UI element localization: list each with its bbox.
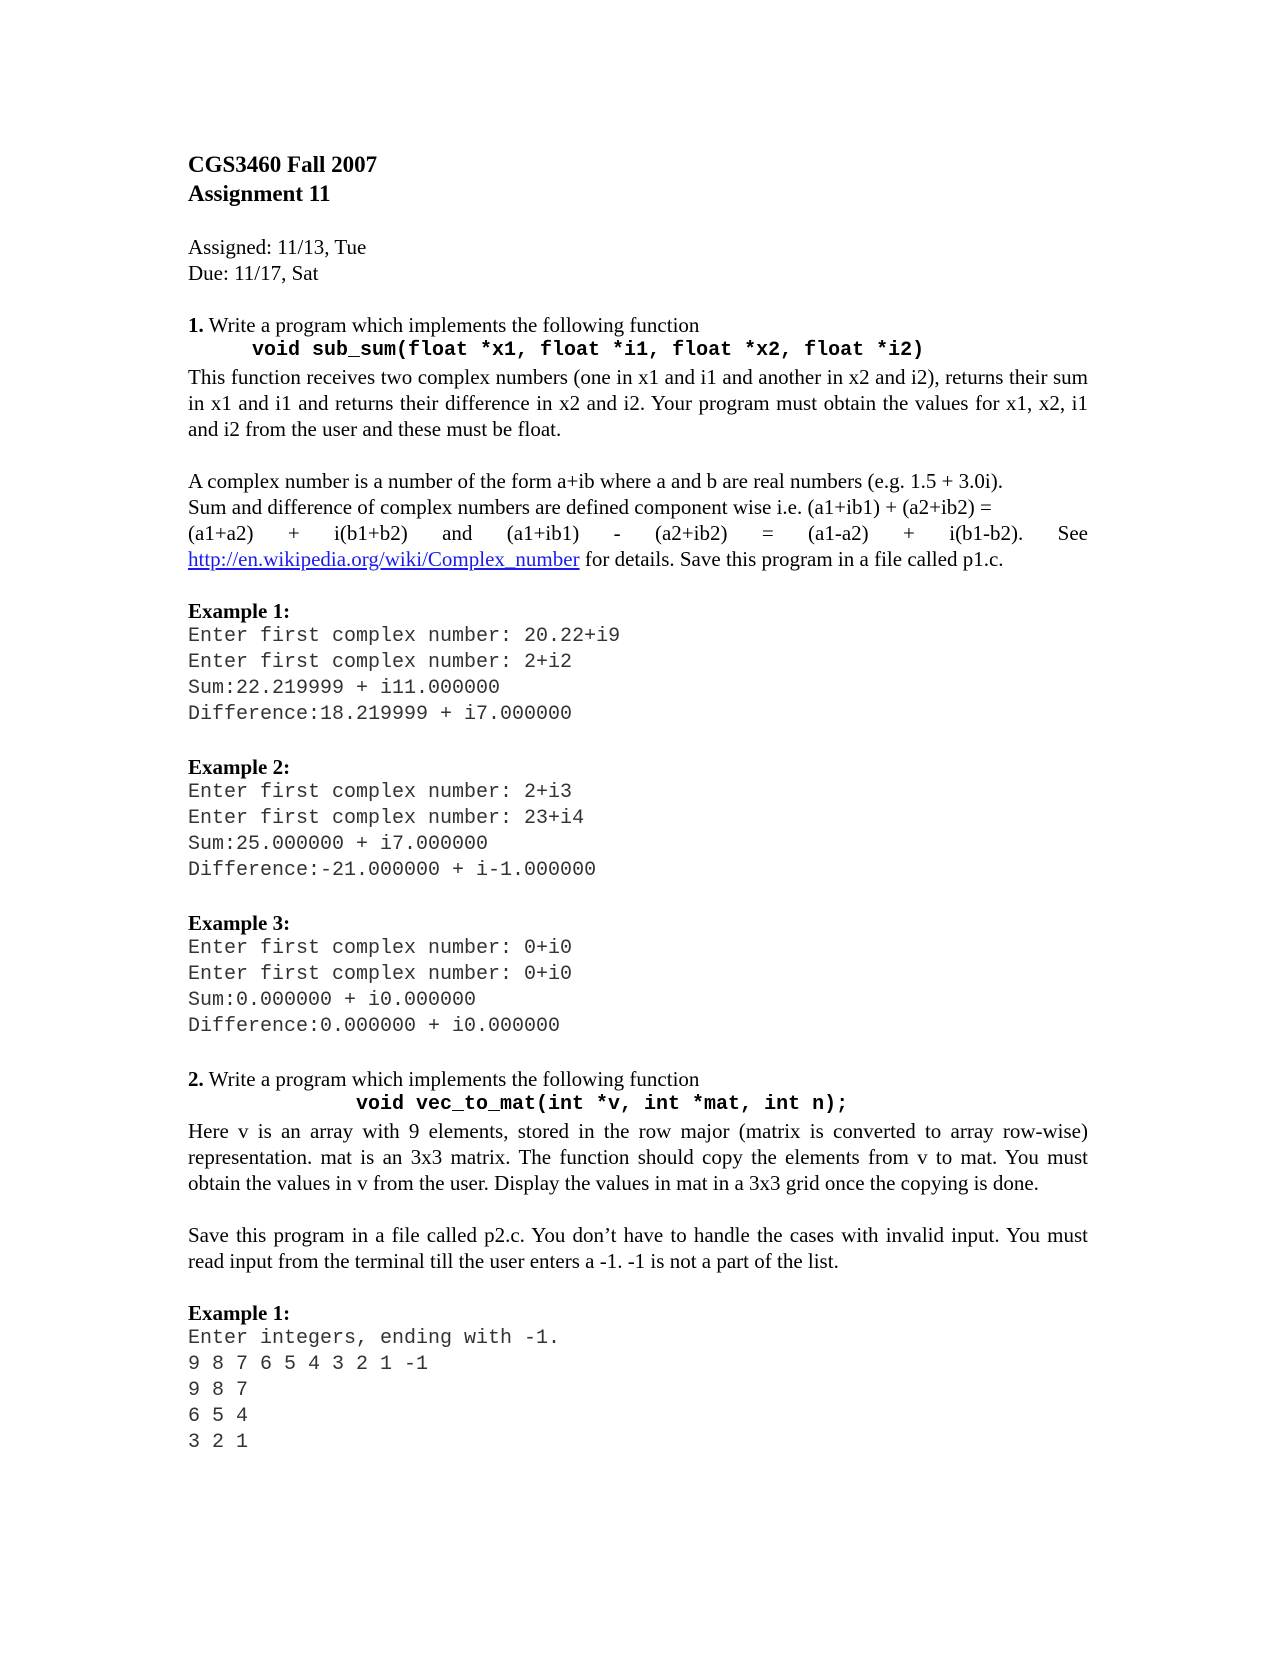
example-output-line: Enter first complex number: 23+i4 bbox=[188, 807, 585, 830]
example-output-line: 3 2 1 bbox=[188, 1431, 249, 1454]
eq-part: (a1+a2) bbox=[188, 521, 254, 545]
eq-part: + bbox=[903, 521, 915, 545]
q2-example-1-title: Example 1: bbox=[188, 1301, 291, 1325]
example-output-line: Difference:18.219999 + i7.000000 bbox=[188, 703, 573, 726]
eq-part: (a1-a2) bbox=[808, 521, 869, 545]
eq-part: + bbox=[287, 521, 300, 545]
due-date: Due: 11/17, Sat bbox=[188, 261, 319, 285]
after-link-text: for details. Save this program in a file called p1.c. bbox=[579, 547, 1004, 571]
q1-example-2-title: Example 2: bbox=[188, 755, 291, 779]
q1-description: This function receives two complex numbers (one in x1 and i1 and another in x2 and i2), returns their sum in x1 and i1 and returns their difference in x2 and i2. Your program must obtain the values for x1, x2, i1 and i2 from the user and these must be float. bbox=[188, 365, 1088, 441]
q1-example-3-title: Example 3: bbox=[188, 911, 291, 935]
q1-number: 1. bbox=[188, 313, 204, 337]
q2-description: Here v is an array with 9 elements, stored in the row major (matrix is converted to array row-wise) representation. mat is an 3x3 matrix. The function should copy the elements from v to mat. You must obtain the values in v from the user. Display the values in mat in a 3x3 grid once the copying is done. bbox=[188, 1119, 1088, 1195]
example-output-line: Enter first complex number: 20.22+i9 bbox=[188, 625, 621, 648]
example-output-line: Sum:0.000000 + i0.000000 bbox=[188, 989, 477, 1012]
assigned-date: Assigned: 11/13, Tue bbox=[188, 235, 367, 259]
q1-intro bbox=[188, 312, 1088, 338]
eq-part: i(b1+b2) bbox=[334, 521, 408, 545]
wikipedia-link[interactable]: http://en.wikipedia.org/wiki/Complex_number bbox=[188, 547, 580, 571]
example-output-line: 9 8 7 6 5 4 3 2 1 -1 bbox=[188, 1353, 429, 1376]
complex-definition-line1: A complex number is a number of the form a+ib where a and b are real numbers (e.g. 1.5 + 3.0i). bbox=[188, 469, 1004, 493]
assignment-title: Assignment 11 bbox=[188, 181, 331, 206]
example-output-line: 6 5 4 bbox=[188, 1405, 249, 1428]
example-output-line: 9 8 7 bbox=[188, 1379, 249, 1402]
q1-example-1-title: Example 1: bbox=[188, 599, 291, 623]
example-output-line: Sum:22.219999 + i11.000000 bbox=[188, 677, 501, 700]
complex-definition-line3 bbox=[188, 520, 1088, 546]
q1-signature: void sub_sum(float *x1, float *i1, float *x2, float *i2) bbox=[252, 339, 925, 362]
q2-signature: void vec_to_mat(int *v, int *mat, int n); bbox=[356, 1093, 849, 1116]
q2-intro-text: Write a program which implements the following function bbox=[203, 1067, 700, 1091]
example-output-line: Enter first complex number: 2+i3 bbox=[188, 781, 573, 804]
q1-intro-text: Write a program which implements the following function bbox=[203, 313, 700, 337]
eq-part: i(b1-b2). bbox=[949, 521, 1024, 545]
eq-part: See bbox=[1057, 521, 1088, 545]
document-page bbox=[188, 150, 1088, 1456]
example-output-line: Enter first complex number: 2+i2 bbox=[188, 651, 573, 674]
complex-definition-line4 bbox=[188, 546, 1088, 572]
q2-save-note: Save this program in a file called p2.c. You don’t have to handle the cases with invalid input. You must read input from the terminal till the user enters a -1. -1 is not a part of the list. bbox=[188, 1223, 1088, 1273]
complex-definition-line2: Sum and difference of complex numbers are defined component wise i.e. (a1+ib1) + (a2+ib2) = bbox=[188, 495, 992, 519]
example-output-line: Enter first complex number: 0+i0 bbox=[188, 937, 573, 960]
example-output-line: Difference:-21.000000 + i-1.000000 bbox=[188, 859, 597, 882]
course-title: CGS3460 Fall 2007 bbox=[188, 152, 378, 177]
q2-number: 2. bbox=[188, 1067, 204, 1091]
eq-part: = bbox=[761, 521, 774, 545]
example-output-line: Difference:0.000000 + i0.000000 bbox=[188, 1015, 561, 1038]
eq-part: - bbox=[613, 521, 621, 545]
example-output-line: Sum:25.000000 + i7.000000 bbox=[188, 833, 489, 856]
eq-part: (a1+ib1) bbox=[506, 521, 580, 545]
eq-part: and bbox=[442, 521, 473, 545]
example-output-line: Enter integers, ending with -1. bbox=[188, 1327, 561, 1350]
example-output-line: Enter first complex number: 0+i0 bbox=[188, 963, 573, 986]
eq-part: (a2+ib2) bbox=[654, 521, 728, 545]
q2-intro bbox=[188, 1066, 1088, 1092]
